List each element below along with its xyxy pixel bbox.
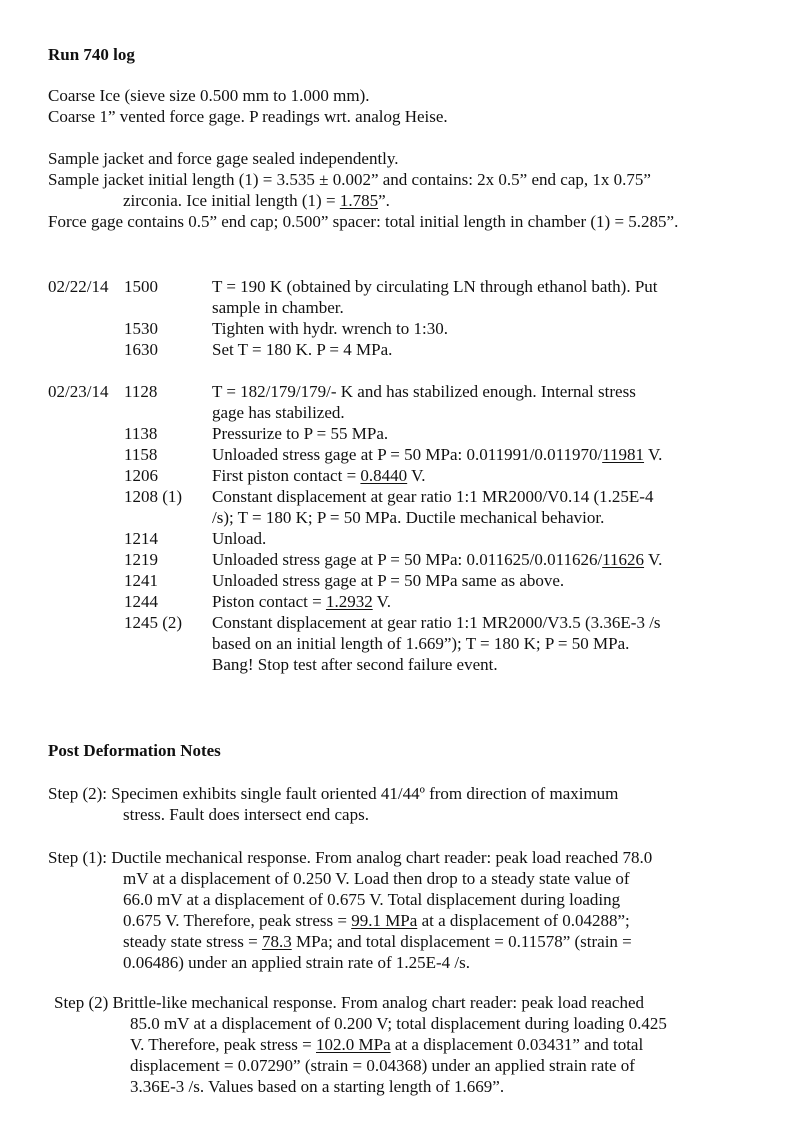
log-entry-text: Unload. — [212, 529, 267, 548]
piston-contact-value: 1.2932 — [325, 592, 373, 611]
peak-stress-value: 99.1 MPa — [351, 911, 418, 930]
step1-line-6: 0.06486) under an applied strain rate of 1.25E-4 /s. — [123, 953, 470, 972]
log-time: 1158 — [124, 445, 158, 464]
entry-text: V. — [372, 592, 391, 611]
step2-fault-line-2: stress. Fault does intersect end caps. — [123, 805, 369, 824]
log-entry-text: Tighten with hydr. wrench to 1:30. — [212, 319, 448, 338]
step2-line-2: 85.0 mV at a displacement of 0.200 V; total displacement during loading 0.425 — [130, 1014, 667, 1033]
setup-text: ”. — [378, 191, 390, 210]
log-entry-text: gage has stabilized. — [212, 403, 345, 422]
steady-stress-value: 78.3 — [261, 932, 292, 951]
log-entry-text — [212, 549, 662, 570]
post-notes-heading: Post Deformation Notes — [48, 741, 221, 760]
log-entry-text: sample in chamber. — [212, 298, 344, 317]
log-entry-text: Bang! Stop test after second failure event. — [212, 655, 498, 674]
entry-text: V. — [407, 466, 426, 485]
note-text: MPa; and total displacement = 0.11578” (strain = — [291, 932, 632, 951]
peak-stress-value: 102.0 MPa — [316, 1035, 391, 1054]
note-text: at a displacement 0.03431” and total — [390, 1035, 644, 1054]
entry-text: V. — [644, 550, 663, 569]
log-entry-text: /s); T = 180 K; P = 50 MPa. Ductile mechanical behavior. — [212, 508, 605, 527]
step1-line-1: Step (1): Ductile mechanical response. From analog chart reader: peak load reached 78.0 — [48, 848, 653, 867]
log-time: 1208 (1) — [124, 487, 183, 506]
log-entry-text — [212, 444, 662, 465]
entry-text: Unloaded stress gage at P = 50 MPa: 0.011991/0.011970/ — [212, 445, 603, 464]
log-date: 02/23/14 — [48, 382, 109, 401]
note-text: at a displacement of 0.04288”; — [417, 911, 630, 930]
log-time: 1138 — [124, 424, 158, 443]
step2-line-4: displacement = 0.07290” (strain = 0.04368) under an applied strain rate of — [130, 1056, 635, 1075]
step2-line-1: Step (2) Brittle-like mechanical response. From analog chart reader: peak load reached — [54, 993, 645, 1012]
log-time: 1214 — [124, 529, 158, 548]
note-text: steady state stress = — [123, 932, 262, 951]
log-entry-text: Constant displacement at gear ratio 1:1 MR2000/V3.5 (3.36E-3 /s — [212, 613, 661, 632]
header-line-1: Coarse Ice (sieve size 0.500 mm to 1.000 mm). — [48, 86, 370, 105]
note-text: 0.675 V. Therefore, peak stress = — [123, 911, 352, 930]
page-title: Run 740 log — [48, 45, 135, 64]
log-entry-text: Constant displacement at gear ratio 1:1 MR2000/V0.14 (1.25E-4 — [212, 487, 654, 506]
step1-line-4 — [123, 910, 630, 931]
ice-initial-length: 1.785 — [339, 191, 379, 210]
setup-line-2: Sample jacket initial length (1) = 3.535 ± 0.002” and contains: 2x 0.5” end cap, 1x 0.75” — [48, 170, 651, 189]
step1-line-2: mV at a displacement of 0.250 V. Load then drop to a steady state value of — [123, 869, 630, 888]
gage-reading: 11981 — [602, 445, 645, 464]
entry-text: First piston contact = — [212, 466, 361, 485]
gage-reading: 11626 — [602, 550, 645, 569]
entry-text: Piston contact = — [212, 592, 326, 611]
log-entry-text — [212, 465, 425, 486]
log-time: 1219 — [124, 550, 158, 569]
entry-text: Unloaded stress gage at P = 50 MPa: 0.011625/0.011626/ — [212, 550, 603, 569]
log-time: 1530 — [124, 319, 158, 338]
log-time: 1630 — [124, 340, 158, 359]
setup-line-4: Force gage contains 0.5” end cap; 0.500” spacer: total initial length in chamber (1) = 5.285”. — [48, 212, 679, 231]
log-time: 1128 — [124, 382, 158, 401]
log-time: 1245 (2) — [124, 613, 183, 632]
step2-line-5: 3.36E-3 /s. Values based on a starting length of 1.669”. — [130, 1077, 505, 1096]
setup-line-3 — [123, 190, 390, 211]
log-entry-text: Unloaded stress gage at P = 50 MPa same as above. — [212, 571, 565, 590]
log-entry-text: T = 182/179/179/- K and has stabilized enough. Internal stress — [212, 382, 636, 401]
entry-text: V. — [644, 445, 663, 464]
step1-line-5 — [123, 931, 632, 952]
log-entry-text: Set T = 180 K. P = 4 MPa. — [212, 340, 393, 359]
log-time: 1244 — [124, 592, 158, 611]
log-time: 1241 — [124, 571, 158, 590]
log-entry-text — [212, 591, 391, 612]
setup-line-1: Sample jacket and force gage sealed independently. — [48, 149, 399, 168]
note-text: V. Therefore, peak stress = — [130, 1035, 316, 1054]
log-time: 1500 — [124, 277, 158, 296]
header-line-2: Coarse 1” vented force gage. P readings wrt. analog Heise. — [48, 107, 448, 126]
log-time: 1206 — [124, 466, 158, 485]
step1-line-3: 66.0 mV at a displacement of 0.675 V. Total displacement during loading — [123, 890, 621, 909]
log-entry-text: based on an initial length of 1.669”); T = 180 K; P = 50 MPa. — [212, 634, 630, 653]
step2-fault-line-1: Step (2): Specimen exhibits single fault oriented 41/44º from direction of maximum — [48, 784, 619, 803]
piston-contact-value: 0.8440 — [360, 466, 408, 485]
log-date: 02/22/14 — [48, 277, 109, 296]
setup-text: zirconia. Ice initial length (1) = — [123, 191, 340, 210]
log-entry-text: Pressurize to P = 55 MPa. — [212, 424, 389, 443]
log-entry-text: T = 190 K (obtained by circulating LN through ethanol bath). Put — [212, 277, 658, 296]
step2-line-3 — [130, 1034, 643, 1055]
